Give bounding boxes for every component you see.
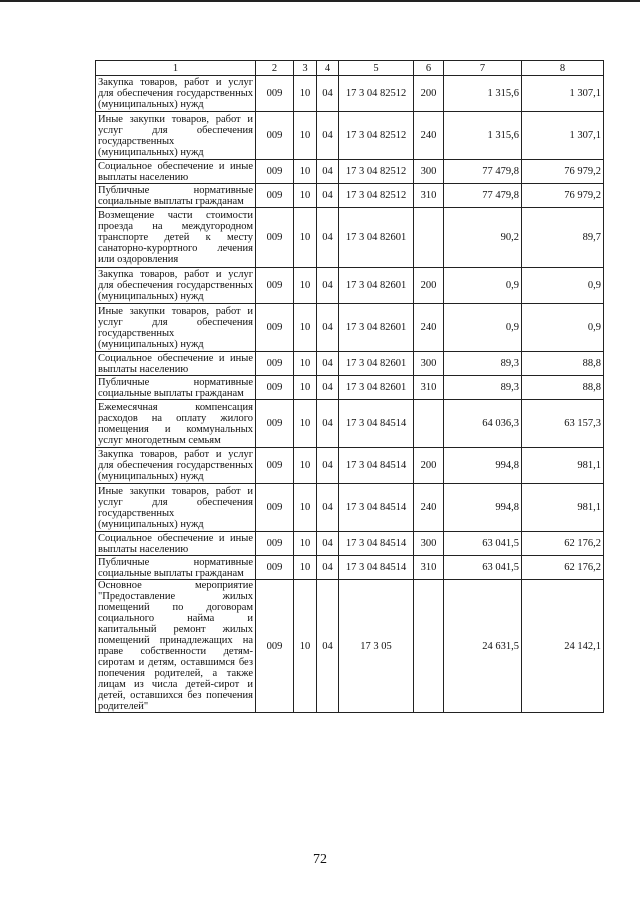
row-expense-type <box>414 208 444 268</box>
header-col-6: 6 <box>414 61 444 76</box>
row-name: Ежемесячная компенсация расходов на оплату жилого помещения и коммунальных услуг многодетным семьям <box>96 400 256 448</box>
row-section: 10 <box>294 112 317 160</box>
row-amount-1: 89,3 <box>444 352 522 376</box>
row-amount-2: 76 979,2 <box>522 184 604 208</box>
header-col-5: 5 <box>339 61 414 76</box>
row-name: Социальное обеспечение и иные выплаты населению <box>96 160 256 184</box>
row-subsection: 04 <box>317 352 339 376</box>
row-subsection: 04 <box>317 532 339 556</box>
header-col-3: 3 <box>294 61 317 76</box>
row-target-article: 17 3 05 <box>339 580 414 713</box>
row-section: 10 <box>294 268 317 304</box>
row-amount-1: 0,9 <box>444 304 522 352</box>
table-row <box>96 532 604 556</box>
table-row <box>96 400 604 448</box>
row-amount-2: 76 979,2 <box>522 160 604 184</box>
row-expense-type: 240 <box>414 112 444 160</box>
row-target-article: 17 3 04 82512 <box>339 160 414 184</box>
row-admin-code: 009 <box>256 352 294 376</box>
row-admin-code: 009 <box>256 76 294 112</box>
row-admin-code: 009 <box>256 160 294 184</box>
row-admin-code: 009 <box>256 580 294 713</box>
row-admin-code: 009 <box>256 112 294 160</box>
row-section: 10 <box>294 484 317 532</box>
row-amount-1: 64 036,3 <box>444 400 522 448</box>
row-section: 10 <box>294 160 317 184</box>
header-row <box>96 61 604 76</box>
row-target-article: 17 3 04 82601 <box>339 352 414 376</box>
row-section: 10 <box>294 184 317 208</box>
row-expense-type <box>414 580 444 713</box>
row-amount-2: 62 176,2 <box>522 532 604 556</box>
row-admin-code: 009 <box>256 268 294 304</box>
row-name: Иные закупки товаров, работ и услуг для обеспечения государственных (муниципальных) нужд <box>96 304 256 352</box>
row-target-article: 17 3 04 82601 <box>339 304 414 352</box>
row-amount-2: 89,7 <box>522 208 604 268</box>
row-amount-1: 1 315,6 <box>444 76 522 112</box>
row-amount-2: 88,8 <box>522 376 604 400</box>
table-row <box>96 160 604 184</box>
header-col-7: 7 <box>444 61 522 76</box>
row-name: Иные закупки товаров, работ и услуг для обеспечения государственных (муниципальных) нужд <box>96 112 256 160</box>
row-target-article: 17 3 04 84514 <box>339 532 414 556</box>
table-row <box>96 448 604 484</box>
row-amount-1: 1 315,6 <box>444 112 522 160</box>
row-admin-code: 009 <box>256 556 294 580</box>
row-amount-1: 24 631,5 <box>444 580 522 713</box>
row-target-article: 17 3 04 84514 <box>339 484 414 532</box>
row-section: 10 <box>294 448 317 484</box>
row-section: 10 <box>294 208 317 268</box>
row-section: 10 <box>294 556 317 580</box>
row-amount-1: 994,8 <box>444 448 522 484</box>
row-name: Закупка товаров, работ и услуг для обеспечения государственных (муниципальных) нужд <box>96 448 256 484</box>
table-row <box>96 556 604 580</box>
row-expense-type: 240 <box>414 304 444 352</box>
header-col-1: 1 <box>96 61 256 76</box>
row-admin-code: 009 <box>256 184 294 208</box>
row-name: Публичные нормативные социальные выплаты гражданам <box>96 556 256 580</box>
row-amount-1: 77 479,8 <box>444 184 522 208</box>
table-row <box>96 76 604 112</box>
row-amount-1: 0,9 <box>444 268 522 304</box>
row-target-article: 17 3 04 84514 <box>339 448 414 484</box>
row-subsection: 04 <box>317 208 339 268</box>
row-amount-2: 0,9 <box>522 268 604 304</box>
row-name: Публичные нормативные социальные выплаты гражданам <box>96 376 256 400</box>
table-row <box>96 352 604 376</box>
row-subsection: 04 <box>317 160 339 184</box>
header-col-8: 8 <box>522 61 604 76</box>
row-amount-2: 981,1 <box>522 448 604 484</box>
row-name: Иные закупки товаров, работ и услуг для обеспечения государственных (муниципальных) нужд <box>96 484 256 532</box>
row-amount-2: 1 307,1 <box>522 112 604 160</box>
row-target-article: 17 3 04 84514 <box>339 556 414 580</box>
row-subsection: 04 <box>317 76 339 112</box>
page-top-rule <box>0 0 640 2</box>
row-amount-1: 63 041,5 <box>444 532 522 556</box>
row-expense-type: 310 <box>414 184 444 208</box>
row-admin-code: 009 <box>256 376 294 400</box>
table-row <box>96 268 604 304</box>
row-name: Основное мероприятие "Предоставление жилых помещений по договорам социального найма и капитальный ремонт жилых помещений принадлежащих на праве собственности детям-сиротам и детям, оставшимся без попечения родителей, а также лицам из числа детей-сирот и детей, оставшихся без попечения родителей" <box>96 580 256 713</box>
header-col-2: 2 <box>256 61 294 76</box>
row-section: 10 <box>294 352 317 376</box>
row-amount-2: 0,9 <box>522 304 604 352</box>
row-target-article: 17 3 04 82601 <box>339 268 414 304</box>
row-name: Публичные нормативные социальные выплаты гражданам <box>96 184 256 208</box>
row-amount-1: 90,2 <box>444 208 522 268</box>
row-admin-code: 009 <box>256 304 294 352</box>
table-row <box>96 208 604 268</box>
row-expense-type: 310 <box>414 376 444 400</box>
row-amount-2: 1 307,1 <box>522 76 604 112</box>
row-section: 10 <box>294 376 317 400</box>
row-section: 10 <box>294 304 317 352</box>
row-amount-2: 62 176,2 <box>522 556 604 580</box>
row-target-article: 17 3 04 84514 <box>339 400 414 448</box>
row-section: 10 <box>294 76 317 112</box>
row-admin-code: 009 <box>256 532 294 556</box>
row-expense-type: 300 <box>414 352 444 376</box>
row-admin-code: 009 <box>256 484 294 532</box>
row-subsection: 04 <box>317 268 339 304</box>
table-row <box>96 376 604 400</box>
row-expense-type: 200 <box>414 76 444 112</box>
row-subsection: 04 <box>317 304 339 352</box>
row-subsection: 04 <box>317 184 339 208</box>
row-expense-type: 310 <box>414 556 444 580</box>
row-amount-2: 63 157,3 <box>522 400 604 448</box>
page-number: 72 <box>313 852 327 867</box>
row-name: Возмещение части стоимости проезда на междугородном транспорте детей к месту санаторно-курортного лечения или оздоровления <box>96 208 256 268</box>
table-row <box>96 112 604 160</box>
row-section: 10 <box>294 400 317 448</box>
row-expense-type: 200 <box>414 448 444 484</box>
table-row <box>96 304 604 352</box>
table-row <box>96 484 604 532</box>
row-subsection: 04 <box>317 580 339 713</box>
row-admin-code: 009 <box>256 208 294 268</box>
row-amount-2: 88,8 <box>522 352 604 376</box>
row-subsection: 04 <box>317 484 339 532</box>
row-admin-code: 009 <box>256 448 294 484</box>
row-subsection: 04 <box>317 112 339 160</box>
row-section: 10 <box>294 580 317 713</box>
row-admin-code: 009 <box>256 400 294 448</box>
table-body <box>96 76 604 713</box>
row-subsection: 04 <box>317 400 339 448</box>
table-row <box>96 580 604 713</box>
row-amount-1: 89,3 <box>444 376 522 400</box>
row-subsection: 04 <box>317 376 339 400</box>
budget-table <box>95 60 604 713</box>
row-subsection: 04 <box>317 448 339 484</box>
row-subsection: 04 <box>317 556 339 580</box>
header-col-4: 4 <box>317 61 339 76</box>
row-expense-type: 240 <box>414 484 444 532</box>
row-expense-type: 300 <box>414 532 444 556</box>
row-target-article: 17 3 04 82512 <box>339 76 414 112</box>
row-target-article: 17 3 04 82512 <box>339 112 414 160</box>
row-target-article: 17 3 04 82601 <box>339 208 414 268</box>
row-name: Социальное обеспечение и иные выплаты населению <box>96 352 256 376</box>
row-amount-2: 24 142,1 <box>522 580 604 713</box>
row-target-article: 17 3 04 82601 <box>339 376 414 400</box>
row-expense-type: 300 <box>414 160 444 184</box>
row-name: Социальное обеспечение и иные выплаты населению <box>96 532 256 556</box>
row-target-article: 17 3 04 82512 <box>339 184 414 208</box>
row-name: Закупка товаров, работ и услуг для обеспечения государственных (муниципальных) нужд <box>96 268 256 304</box>
row-expense-type: 200 <box>414 268 444 304</box>
row-name: Закупка товаров, работ и услуг для обеспечения государственных (муниципальных) нужд <box>96 76 256 112</box>
row-section: 10 <box>294 532 317 556</box>
row-amount-1: 994,8 <box>444 484 522 532</box>
row-expense-type <box>414 400 444 448</box>
table-row <box>96 184 604 208</box>
row-amount-2: 981,1 <box>522 484 604 532</box>
row-amount-1: 63 041,5 <box>444 556 522 580</box>
row-amount-1: 77 479,8 <box>444 160 522 184</box>
